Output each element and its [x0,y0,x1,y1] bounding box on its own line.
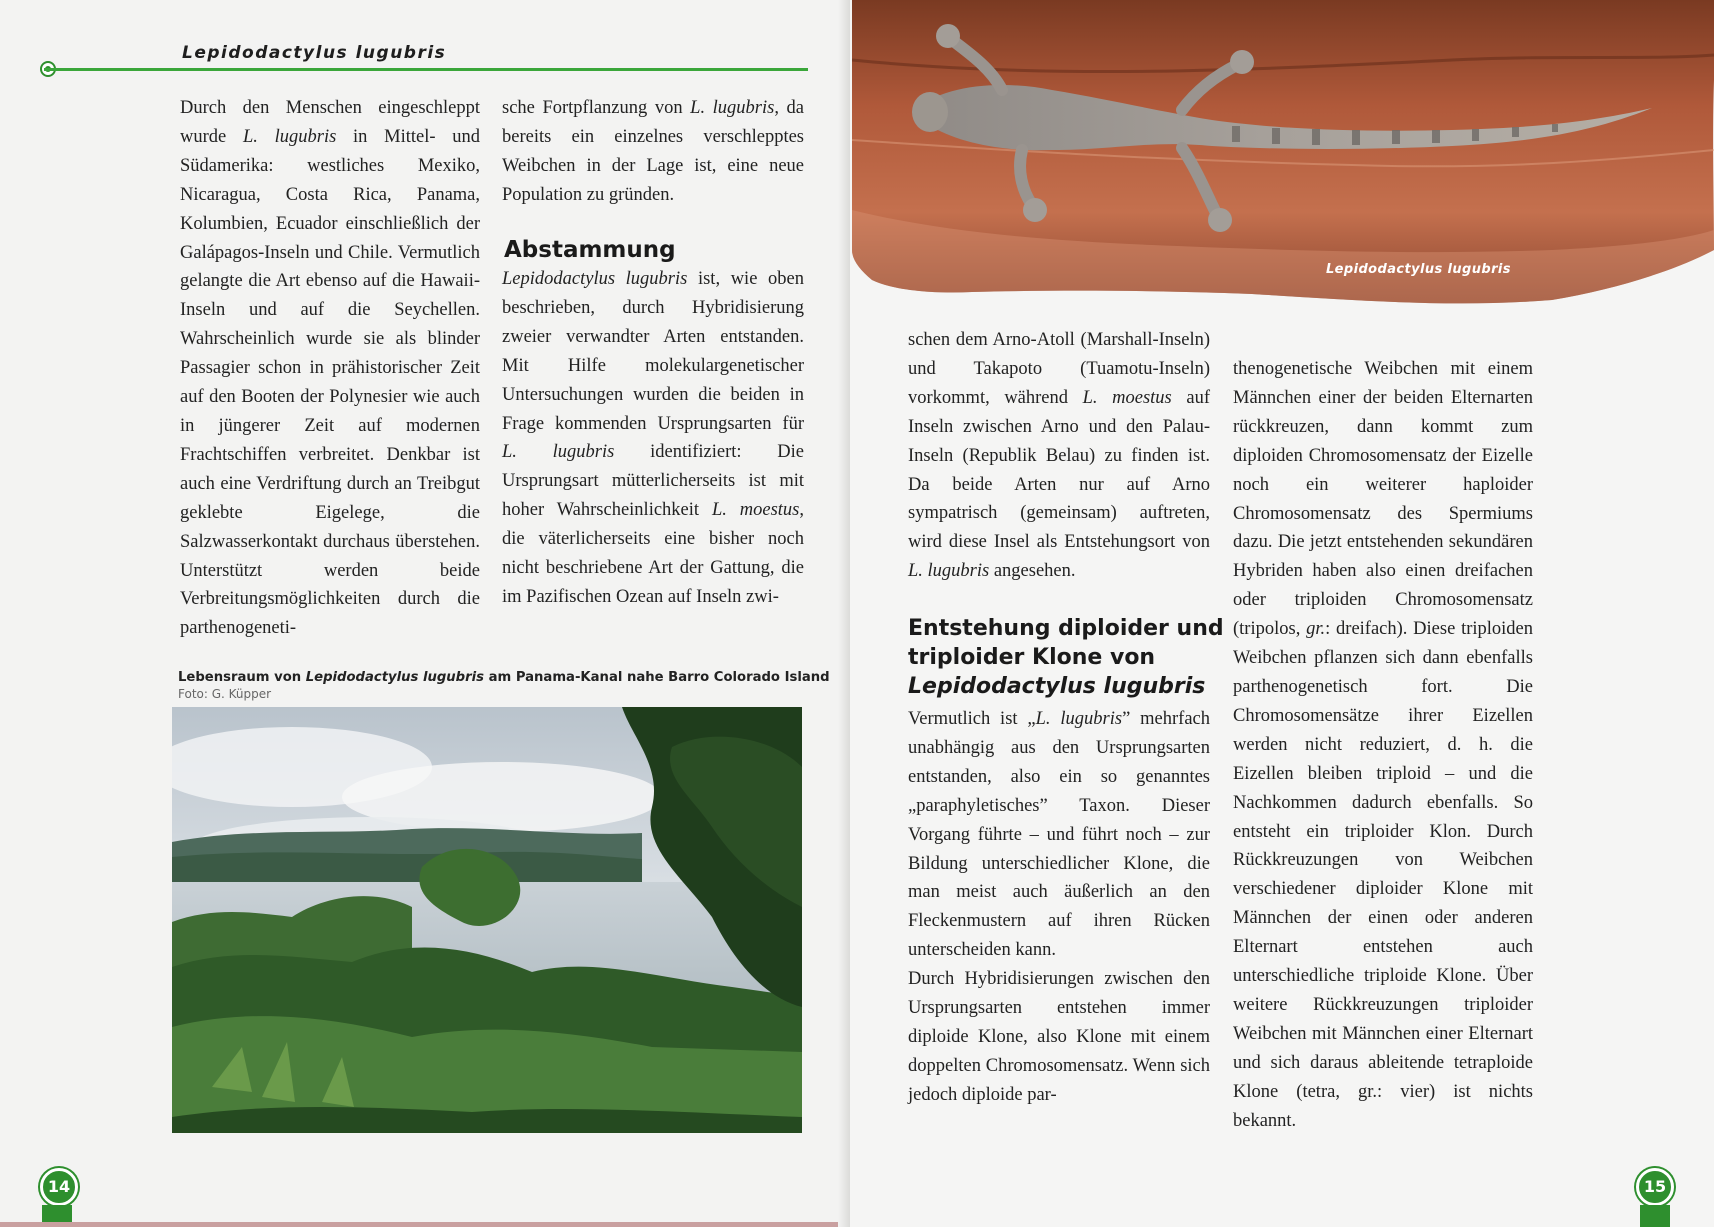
text-run-4: angesehen. [989,561,1076,582]
italic-run-0: Lepidodactylus lugubris [502,269,688,289]
header-rule [44,68,808,71]
gecko-photo-caption: Lepidodactylus lugubris [1326,262,1511,277]
bottom-edge-strip [0,1222,838,1227]
gecko-photo [852,0,1714,325]
text-run-2: in Mittel- und Südamerika: westliches Mexiko, Nicaragua, Costa Rica, Panama, Kolumbien, Ecuador einschließlich der Galápagos-Inseln und Chile. Vermutlich gelangte die Art ebenso auf die Hawaii-Inseln und auf die Seychellen. Wahrscheinlich wurde sie als blinder Passagier schon in prähistorischer Zeit auf den Booten der Polynesier wie auch in jüngerer Zeit auf modernen Frachtschiffen verbreitet. Denkbar ist auch eine Verdriftung durch an Treibgut geklebte Eigelege, die Salzwasserkontakt durchaus überstehen. Unterstützt werden beide Verbreitungsmöglichkeiten durch die parthenogeneti- [180,126,481,639]
right-column-2 [1233,355,1533,1135]
paragraph-distribution [180,94,480,643]
habitat-photo [172,707,802,1133]
page-number-badge-icon: 15 [1636,1168,1674,1206]
photo-credit: Foto: G. Küpper [178,687,272,701]
running-head: Lepidodactylus lugubris [182,43,447,63]
heading-entstehung-line3: Lepidodactylus lugubris [908,674,1206,699]
italic-run-3: L. lugubris [908,561,990,582]
right-column-1-body [908,705,1210,1110]
italic-run-1: gr. [1306,619,1326,640]
text-run-0: Durch Hybridisierungen zwischen den Ursprungsarten entstehen immer diploide Klone, also Klone mit einem doppelten Chromosomensatz. Wenn sich jedoch diploide par- [908,969,1210,1105]
text-run-1: ist, wie oben beschrieben, durch Hybridisierung zweier verwandter Arten entstanden. Mit Hilfe molekulargenetischer Untersuchungen wurden die beiden in Frage kommenden Ursprungsarten für [502,269,804,434]
heading-entstehung-line1: Entstehung diploider und [908,616,1224,641]
text-run-0: thenogenetische Weibchen mit einem Männchen einer der beiden Elternarten rückkreuzen, dann kommt zum diploiden Chromosomensatz der Eizelle noch ein weiterer haploider Chromosomensatz des Spermiums dazu. Die jetzt entstehenden sekundären Hybriden haben also einen dreifachen oder triploiden Chromosomensatz (tripolos, [1233,359,1533,640]
italic-run-1: L. lugubris [1035,709,1123,729]
text-run-2: : dreifach). Diese triploiden Weibchen pflanzen sich dann ebenfalls parthenogenetisch fort. Die Chromosomensätze ihrer Eizellen werden nicht reduziert, d. h. die Eizellen bleiben triploid – und die Nachkommen dadurch ebenfalls. So entsteht ein triploider Klon. Durch Rückkreuzungen von Weibchen verschiedener diploider Klone mit Männchen der einen oder anderen Elternart entstehen auch unterschiedliche triploide Klone. Über weitere Rückkreuzungen triploider Weibchen mit Männchen einer Elternart und sich daraus ableitende tetraploide Klone (tetra, gr.: vier) ist nichts bekannt. [1233,619,1533,1131]
text-run-2: , da bereits ein einzelnes verschlepptes Weibchen in der Lage ist, eine neue Population zu gründen. [502,98,805,205]
text-run-5: , die väterlicherseits eine bisher noch nicht beschriebene Art der Gattung, die im Pazifischen Ozean auf Inseln zwi- [502,500,804,607]
text-run-0: sche Fortpflanzung von [502,98,691,118]
right-column-1 [908,326,1210,586]
italic-run-1: L. lugubris [690,98,775,118]
paragraph-paraphyletic [908,705,1210,965]
text-run-2: auf Inseln zwischen Arno und den Palau-Inseln (Republik Belau) zu finden ist. Da beide Arten nur auf Arno sympatrisch (gemeinsam) auftreten, wird diese Insel als Entstehungsort von [908,387,1210,553]
heading-entstehung-line2: triploider Klone von [908,645,1156,670]
heading-entstehung [908,614,1228,701]
text-run-0: schen dem Arno-Atoll (Marshall-Inseln) und Takapoto (Tuamotu-Inseln) vorkommt, während [908,330,1210,408]
photo-caption [178,670,830,685]
gecko-photo-image [852,0,1714,325]
text-run-2: ” mehrfach unabhängig aus den Ursprungsarten entstanden, also ein so genanntes „paraphyletisches” Taxon. Dieser Vorgang führte – und führt noch – zur Bildung unterschiedlicher Klone, die man meist auch äußerlich an den Fleckenmustern auf ihren Rücken unterscheiden kann. [908,709,1210,961]
paragraph-abstammung [502,265,804,612]
page-number-badge-icon: 14 [40,1168,78,1206]
text-run-0: Lebensraum von [178,670,306,685]
text-run-0: Vermutlich ist „ [908,709,1036,729]
left-column-1 [180,94,480,643]
italic-run-1: L. lugubris [242,126,337,147]
text-run-2: am Panama-Kanal nahe Barro Colorado Island [484,670,830,685]
text-run-0: Durch den Menschen eingeschleppt wurde [180,98,480,147]
page-number-tab-right [1640,1205,1670,1227]
italic-run-1: Lepidodactylus lugubris [305,670,484,685]
text-run-3: identifiziert: Die Ursprungsart mütterlicherseits ist mit hoher Wahrscheinlichkeit [502,442,804,521]
italic-run-1: L. moestus [1082,387,1172,408]
paragraph-hybridisation [908,965,1210,1110]
habitat-photo-image [172,707,802,1133]
heading-abstammung: Abstammung [504,237,676,263]
paragraph-reproduction [502,94,804,210]
italic-run-2: L. lugubris [502,442,615,463]
left-column-2-body [502,265,804,612]
paragraph-triploid [1233,355,1533,1135]
paragraph-arno-atoll [908,326,1210,586]
left-column-2 [502,94,804,210]
italic-run-4: L. moestus [711,500,800,521]
